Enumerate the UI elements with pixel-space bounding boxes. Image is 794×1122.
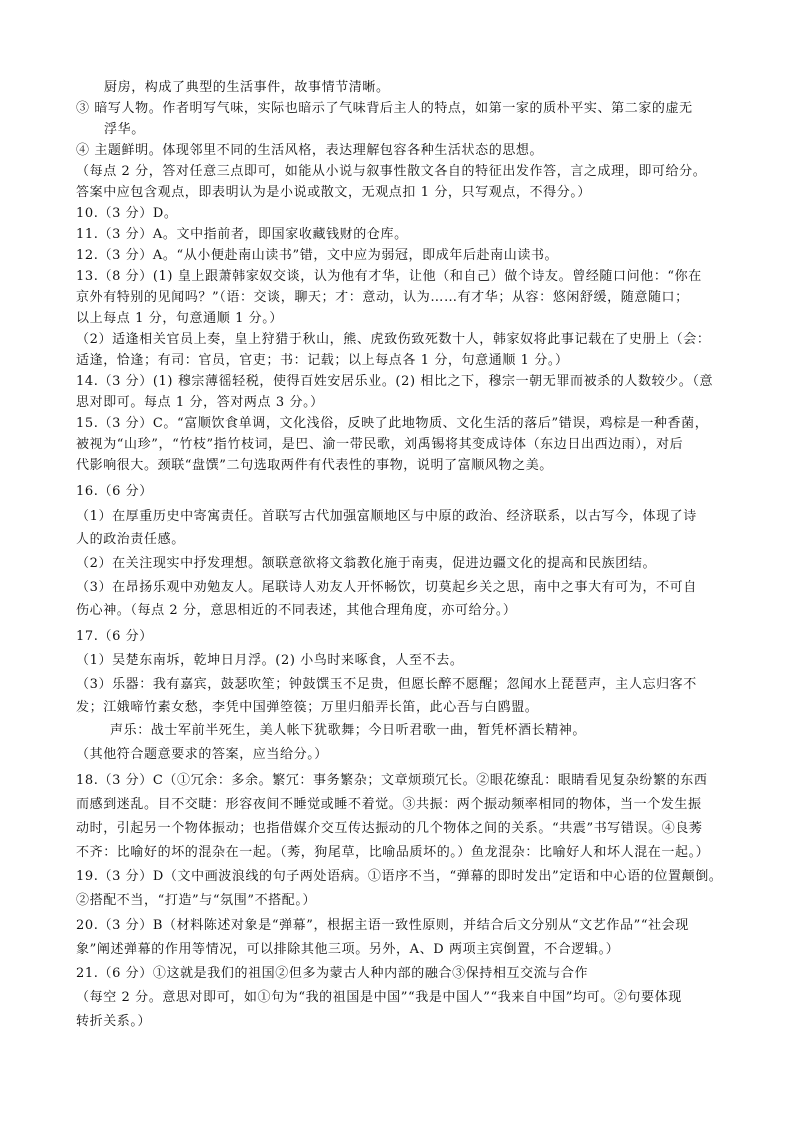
text-line: 转折关系。） xyxy=(76,1014,152,1029)
text-line: （3）在昂扬乐观中劝勉友人。尾联诗人劝友人开怀畅饮，切莫起乡关之思，南中之事大有可为，不可自 xyxy=(76,580,697,595)
text-line: 伤心神。（每点 2 分，意思相近的不同表述，其他合理角度，亦可给分。） xyxy=(76,603,517,618)
text-line: ④ 主题鲜明。体现邻里不同的生活风格，表达理解包容各种生活状态的思想。 xyxy=(76,143,544,158)
text-line: （3）乐器：我有嘉宾，鼓瑟吹笙；钟鼓馔玉不足贵，但愿长醉不愿醒；忽闻水上琵琶声，主人忘归客不 xyxy=(76,677,697,692)
text-line: （1）在厚重历史中寄寓责任。首联写古代加强富顺地区与中原的政治、经济联系，以古写今，体现了诗 xyxy=(76,509,697,524)
text-line: （每点 2 分，答对任意三点即可，如能从小说与叙事性散文各自的特征出发作答，言之成理，即可给分。 xyxy=(76,164,707,179)
text-line: 17.（6 分） xyxy=(76,629,153,644)
text-line: 19.（3 分）D（文中画波浪线的句子两处语病。①语序不当，“弹幕的即时发出”定语和中心语的位置颠倒。 xyxy=(76,869,723,884)
text-line: 发；江娥啼竹素女愁，李凭中国弹箜篌；万里归船弄长笛，此心吾与白鸥盟。 xyxy=(76,700,539,715)
text-line: 18.（3 分）C（①冗余：多余。繁冗：事务繁杂；文章烦琐冗长。②眼花缭乱：眼睛看见复杂纷繁的东西 xyxy=(76,773,708,788)
text-line: 而感到迷乱。目不交睫：形容夜间不睡觉或睡不着觉。③共振：两个振动频率相同的物体，当一个发生振 xyxy=(76,797,702,812)
text-line: 思对即可。每点 1 分，答对两点 3 分。） xyxy=(76,395,324,410)
text-line: 14.（3 分）(1) 穆宗薄徭轻税，使得百姓安居乐业。(2) 相比之下，穆宗一朝无罪而被杀的人数较少。（意 xyxy=(76,374,714,389)
text-line: 以上每点 1 分，句意通顺 1 分。） xyxy=(76,311,283,326)
text-line: 10.（3 分）D。 xyxy=(76,206,178,221)
text-line: （2）适逢相关官员上奏，皇上狩猎于秋山，熊、虎致伤致死数十人，韩家奴将此事记载在了史册上（会： xyxy=(76,332,711,347)
text-line: （其他符合题意要求的答案，应当给分。） xyxy=(76,747,328,762)
text-line: 京外有特别的见闻吗？”（语：交谈，聊天；才：意动，认为……有才华；从容：悠闲舒缓，随意随口； xyxy=(76,290,689,305)
text-line: 被视为“山珍”，“竹枝”指竹枝词，是巴、渝一带民歌，刘禹锡将其变成诗体（东边日出西边雨），对后 xyxy=(76,437,684,452)
text-line: 动时，引起另一个物体振动；也指借媒介交互传达振动的几个物体之间的关系。“共震”书写错误。④良莠 xyxy=(76,821,703,836)
text-line: ②搭配不当，“打造”与“氛围”不搭配。） xyxy=(76,893,317,908)
text-line: 声乐：战士军前半死生，美人帐下犹歌舞；今日听君歌一曲，暂凭杯酒长精神。 xyxy=(110,723,587,738)
text-line: 11.（3 分）A。文中指前者，即国家收藏钱财的仓库。 xyxy=(76,227,408,242)
text-line: 厨房，构成了典型的生活事件，故事情节清晰。 xyxy=(104,80,390,95)
text-line: 20.（3 分）B（材料陈述对象是“弹幕”，根据主语一致性原则，并结合后文分别从“文艺作品”“社会现 xyxy=(76,918,689,933)
text-line: ③ 暗写人物。作者明写气味，实际也暗示了气味背后主人的特点，如第一家的质朴平实、第二家的虚无 xyxy=(76,101,693,116)
text-line: 15.（3 分）C。“富顺饮食单调，文化浅俗，反映了此地物质、文化生活的落后”错误，鸡棕是一种香菌， xyxy=(76,416,709,431)
text-line: 12.（3 分）A。“从小便赴南山读书”错，文中应为弱冠，即成年后赴南山读书。 xyxy=(76,248,559,263)
text-line: 象”阐述弹幕的作用等情况，可以排除其他三项。另外，A、D 两项主宾倒置，不合逻辑。） xyxy=(76,942,620,957)
text-line: 21.（6 分）①这就是我们的祖国②但多为蒙古人种内部的融合③保持相互交流与合作 xyxy=(76,966,589,981)
text-line: 适逢，恰逢；有司：官员，官吏；书：记载；以上每点各 1 分，句意通顺 1 分。） xyxy=(76,353,569,368)
text-line: 人的政治责任感。 xyxy=(76,532,185,547)
text-line: （每空 2 分。意思对即可，如①句为“我的祖国是中国”“我是中国人”“我来自中国”均可。②句要体现 xyxy=(76,990,682,1005)
text-line: 不齐：比喻好的坏的混杂在一起。（莠，狗尾草，比喻品质坏的。）鱼龙混杂：比喻好人和坏人混在一起。） xyxy=(76,845,710,860)
text-line: 浮华。 xyxy=(104,122,145,137)
text-line: 答案中应包含观点，即表明认为是小说或散文，无观点扣 1 分，只写观点，不得分。） xyxy=(76,185,592,200)
text-line: （1）吴楚东南坼，乾坤日月浮。(2) 小鸟时来啄食，人至不去。 xyxy=(76,653,464,668)
text-line: 13.（8 分）(1) 皇上跟萧韩家奴交谈，认为他有才华，让他（和自己）做个诗友。曾经随口问他：“你在 xyxy=(76,269,702,284)
text-line: 16.（6 分） xyxy=(76,484,153,499)
text-line: （2）在关注现实中抒发理想。颔联意欲将文翁教化施于南夷，促进边疆文化的提高和民族团结。 xyxy=(76,556,657,571)
text-line: 代影响很大。颈联“盘馔”二句选取两件有代表性的事物，说明了富顺风物之美。 xyxy=(76,458,553,473)
